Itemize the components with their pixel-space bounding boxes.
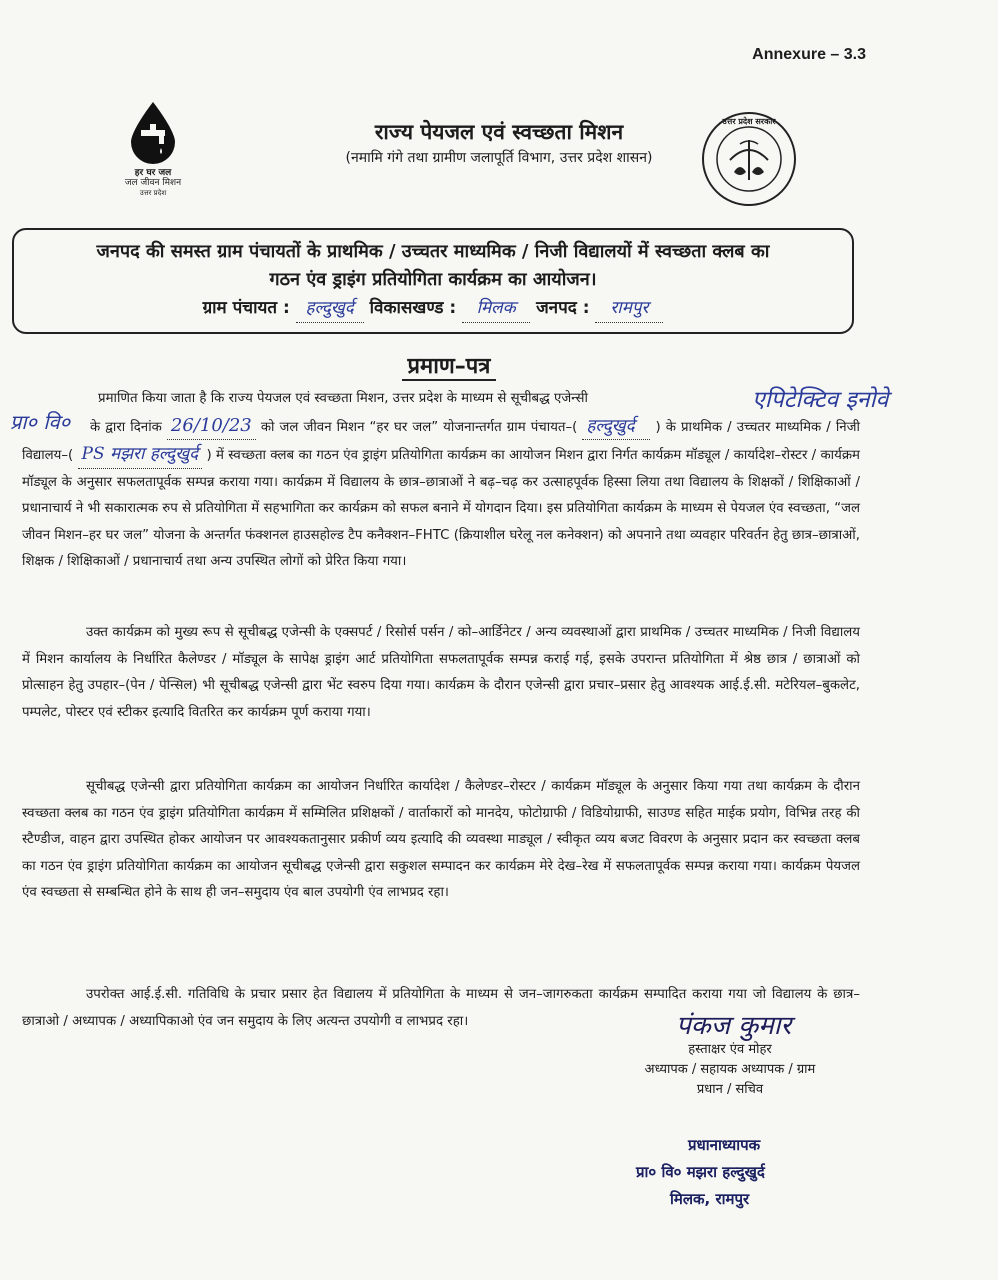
handwritten-agency: एपिटेक्टिव इनोवे (752, 387, 889, 413)
gram-panchayat-value: हल्दुखुर्द (296, 294, 364, 323)
logo-line3: उत्तर प्रदेश (139, 189, 167, 197)
paragraph-4: उपरोक्त आई.ई.सी. गतिविधि के प्रचार प्रसार हेत विद्यालय में प्रतियोगिता के माध्यम से जन–जागरुकता कार्यक्रम सम्पादित कराया गया जो विद्यालय के छात्र–छात्राओ / अध्यापक / अध्यापिकाओ एंव जन समुदाय के लिए अत्यन्त उपयोगी व लाभप्रद रहा। (22, 987, 860, 1029)
org-subtitle: (नमामि गंगे तथा ग्रामीण जलापूर्ति विभाग, उत्तर प्रदेश शासन) (345, 150, 653, 166)
box-line3 (32, 294, 834, 323)
para1-d: ) के प्राथमिक / उच्चतर माध्यमिक / निजी विद्यालय–( (22, 419, 860, 463)
gram-panchayat-label: ग्राम पंचायत : (202, 298, 290, 318)
seal-text: उत्तर प्रदेश सरकार (722, 117, 776, 126)
signature-label1: हस्ताक्षर एंव मोहर (688, 1042, 772, 1057)
handwritten-date: 26/10/23 (167, 413, 256, 441)
stamp-line2: प्रा० वि० मझरा हल्दुखुर्द (636, 1163, 765, 1181)
handwritten-gram: हल्दुखुर्द (582, 413, 650, 441)
org-title: राज्य पेयजल एवं स्वच्छता मिशन (374, 120, 624, 144)
handwritten-school: PS मझरा हल्दुखुर्द (78, 441, 203, 469)
paragraph-1 (22, 386, 860, 576)
para1-b: के द्वारा दिनांक (90, 419, 162, 435)
paragraph-3: सूचीबद्ध एजेन्सी द्वारा प्रतियोगिता कार्यक्रम का आयोजन निर्धारित कार्यादेश / कैलेण्डर–रोस्टर / कार्यक्रम मॉड्यूल के अनुसार किया गया तथा कार्यक्रम के दौरान स्वच्छता क्लब का गठन एंव ड्राइंग प्रतियोगिता कार्यक्रम में सम्मिलित प्रशिक्षकों / वार्ताकारों को मानदेय, फोटोग्राफी / विडियोग्राफी, साउण्ड सहित माईक प्रयोग, विभिन्न तरह की स्टैण्डीज, वाहन द्वारा उपस्थित होकर आयोजन पर आवश्यकतानुसार प्रकीर्ण व्यय इत्यादि की व्यवस्था माड्यूल / स्वीकृत व्यय बजट विवरण के अनुसार प्रदान कर स्वच्छता क्लब का गठन एंव ड्राइंग प्रतियोगिता कार्यक्रम का आयोजन सूचीबद्ध एजेन्सी द्वारा सकुशल सम्पादन कर कार्यक्रम मेरे देख–रेख में सफलतापूर्वक सम्पन्न कराया गया। कार्यक्रम पेयजल एंव स्वच्छता से सम्बन्धित होने के साथ ही जन–समुदाय एंव बाल उपयोगी एंव लाभप्रद रहा। (22, 779, 860, 900)
vikaskhand-value: मिलक (462, 294, 530, 323)
certificate-title: प्रमाण–पत्र (0, 350, 898, 380)
box-line2: गठन एंव ड्राइंग प्रतियोगिता कार्यक्रम का आयोजन। (269, 269, 597, 290)
signature-labels (610, 1040, 850, 1100)
janpad-value: रामपुर (595, 294, 663, 323)
signature-label2: अध्यापक / सहायक अध्यापक / ग्राम (644, 1062, 816, 1077)
stamp-line3: मिलक, रामपुर (670, 1190, 750, 1208)
annexure-label: Annexure – 3.3 (752, 46, 866, 63)
signature-label3: प्रधान / सचिव (696, 1082, 764, 1097)
vikaskhand-label: विकासखण्ड : (369, 298, 457, 318)
handwritten-school-type: प्रा० वि० (10, 410, 71, 434)
janpad-label: जनपद : (536, 298, 590, 318)
paragraph-2: उक्त कार्यक्रम को मुख्य रूप से सूचीबद्ध एजेन्सी के एक्सपर्ट / रिसोर्स पर्सन / को–आर्डिनेटर / अन्य व्यवस्थाओं द्वारा प्राथमिक / उच्चतर माध्यमिक / निजी विद्यालय में मिशन कार्यालय के निर्धारित कैलेण्डर / मॉड्यूल के सापेक्ष ड्राइंग आर्ट प्रतियोगिता सफलतापूर्वक सम्पन्न कराई गई, इसके उपरान्त प्रतियोगिता में श्रेष्ठ छात्र / छात्राओं को प्रोत्साहन हेतु उपहार–(पेन / पेन्सिल) भी सूचीबद्ध एजेन्सी द्वारा भेंट स्वरुप दिया गया। कार्यक्रम के दौरान एजेन्सी द्वारा प्रचार–प्रसार हेतु आवश्यक आई.ई.सी. मटेरियल–बुकलेट, पम्पलेट, पोस्टर एवं स्टीकर इत्यादि वितरित कर कार्यक्रम पूर्ण कराया गया। (22, 625, 860, 720)
logo-line2: जल जीवन मिशन (124, 178, 182, 188)
logo-line1: हर घर जल (134, 168, 172, 178)
para1-e: ) में स्वच्छता क्लब का गठन एंव ड्राइंग प्रतियोगिता कार्यक्रम का आयोजन मिशन द्वारा निर्गत कार्यक्रम मॉड्यूल / कार्यादेश–रोस्टर / कार्यक्रम मॉड्यूल के अनुसार सफलतापूर्वक सम्पन्न कराया गया। कार्यक्रम में विद्यालय के छात्र–छात्राओं ने बढ़–चढ़ कर उत्साहपूर्वक हिस्सा लिया तथा विद्यालय के शिक्षकों / शिक्षिकाओं / प्रधानाचार्य ने भी सकारात्मक रुप से प्रतियोगिता में सहभागिता कर कार्यक्रम को सफल बनाने में योगदान दिया। इस प्रतियोगिता कार्यक्रम के माध्यम से पेयजल एंव स्वच्छता, “जल जीवन मिशन–हर घर जल” योजना के अन्तर्गत फंक्शनल हाउसहोल्ड टैप कनैक्शन–FHTC (क्रियाशील घरेलू नल कनेक्शन) को अपनाने तथा व्यवहार परिवर्तन हेतु छात्र–छात्राओं, शिक्षक / शिक्षिकाओं / प्रधानाचार्य तथा अन्य उपस्थित लोगों को प्रेरित किया गया। (22, 448, 860, 569)
stamp-line1: प्रधानाध्यापक (688, 1136, 761, 1154)
program-title-box (12, 228, 854, 334)
para1-c: को जल जीवन मिशन “हर घर जल” योजनान्तर्गत ग्राम पंचायत–( (260, 419, 578, 435)
signature: पंकज कुमार (676, 1011, 792, 1041)
headmaster-stamp (608, 1132, 838, 1213)
box-line1: जनपद की समस्त ग्राम पंचायतों के प्राथमिक / उच्चतर माध्यमिक / निजी विद्यालयों में स्वच्छता क्लब का (96, 241, 770, 262)
para1-a: प्रमाणित किया जाता है कि राज्य पेयजल एवं स्वच्छता मिशन, उत्तर प्रदेश के माध्यम से सूचीबद्ध एजेन्सी (98, 391, 588, 406)
